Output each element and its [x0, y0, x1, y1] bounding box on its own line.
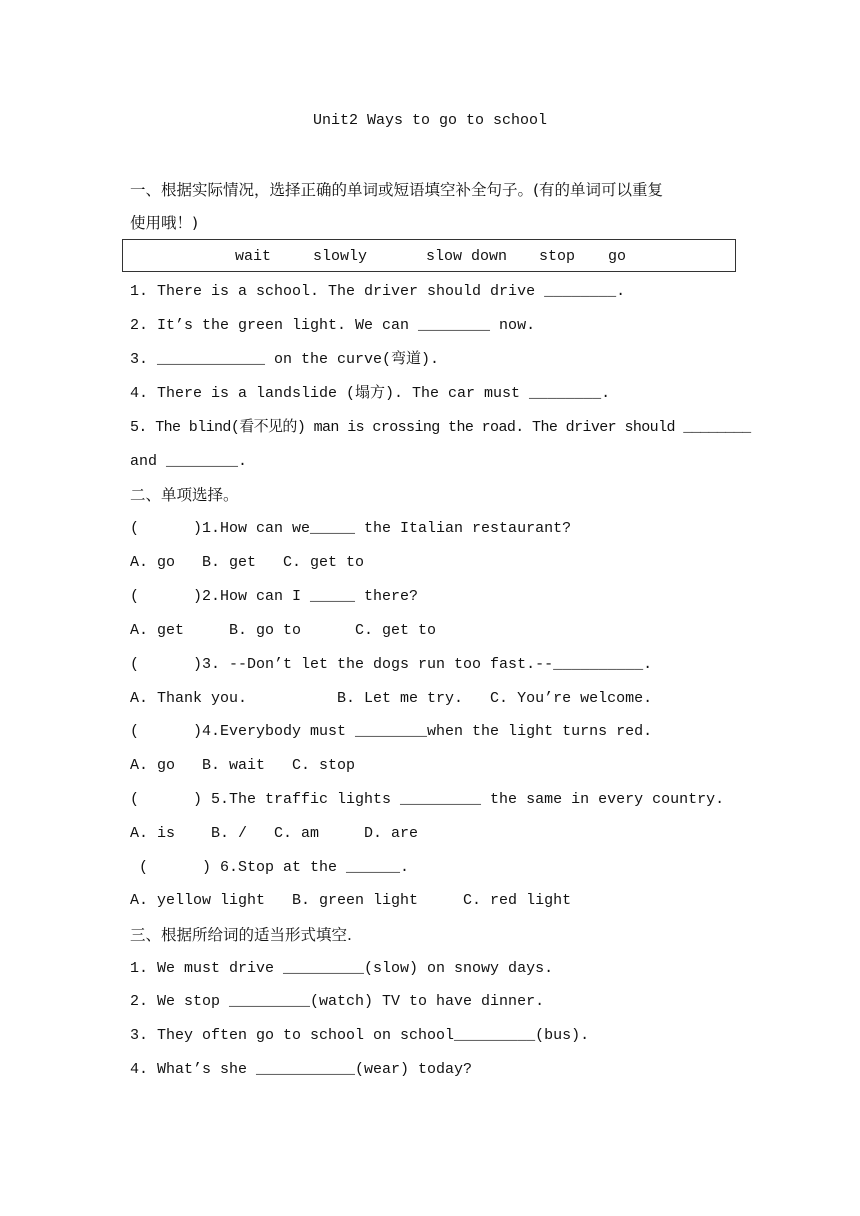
section3-line: 4. What’s she ___________(wear) today? — [130, 1061, 473, 1078]
section1-question: 4. There is a landslide (塌方). The car must ________. — [130, 385, 611, 402]
word-bank-box — [122, 239, 736, 272]
section1-heading-line2: 使用哦！) — [130, 214, 199, 232]
page-title: Unit2 Ways to go to school — [312, 112, 548, 129]
section1-question: 5. The blind(看不见的) man is crossing the road. The driver should ________ — [130, 419, 751, 436]
section1-heading-line1: 一、根据实际情况，选择正确的单词或短语填空补全句子。(有的单词可以重复 — [130, 181, 664, 199]
word-bank-item: slowly — [313, 248, 368, 265]
section3-line: 2. We stop _________(watch) TV to have dinner. — [130, 993, 545, 1010]
word-bank-item: stop — [539, 248, 576, 265]
section3-line: 3. They often go to school on school_________(bus). — [130, 1027, 590, 1044]
section3-line: 1. We must drive _________(slow) on snowy days. — [130, 960, 554, 977]
section2-line: A. go B. get C. get to — [130, 554, 365, 571]
section2-line: ( )4.Everybody must ________when the light turns red. — [130, 723, 653, 740]
word-bank-item: slow down — [426, 248, 508, 265]
section1-question: 3. ____________ on the curve(弯道). — [130, 351, 440, 368]
section2-line: ( ) 6.Stop at the ______. — [130, 859, 410, 876]
section1-question: 1. There is a school. The driver should drive ________. — [130, 283, 626, 300]
section2-heading: 二、单项选择。 — [130, 486, 239, 504]
section3-heading: 三、根据所给词的适当形式填空. — [130, 926, 352, 944]
section2-line: A. go B. wait C. stop — [130, 757, 356, 774]
section2-line: A. yellow light B. green light C. red light — [130, 892, 572, 909]
section1-question: 2. It’s the green light. We can ________ now. — [130, 317, 536, 334]
section2-line: A. Thank you. B. Let me try. C. You’re welcome. — [130, 690, 653, 707]
word-bank-item: wait — [235, 248, 272, 265]
word-bank-item: go — [608, 248, 627, 265]
section2-line: A. get B. go to C. get to — [130, 622, 437, 639]
section2-line: A. is B. / C. am D. are — [130, 825, 419, 842]
section2-line: ( ) 5.The traffic lights _________ the same in every country. — [130, 791, 725, 808]
section2-line: ( )1.How can we_____ the Italian restaurant? — [130, 520, 572, 537]
section2-line: ( )3. --Don’t let the dogs run too fast.--__________. — [130, 656, 653, 673]
section1-question: and ________. — [130, 453, 248, 470]
section2-line: ( )2.How can I _____ there? — [130, 588, 419, 605]
